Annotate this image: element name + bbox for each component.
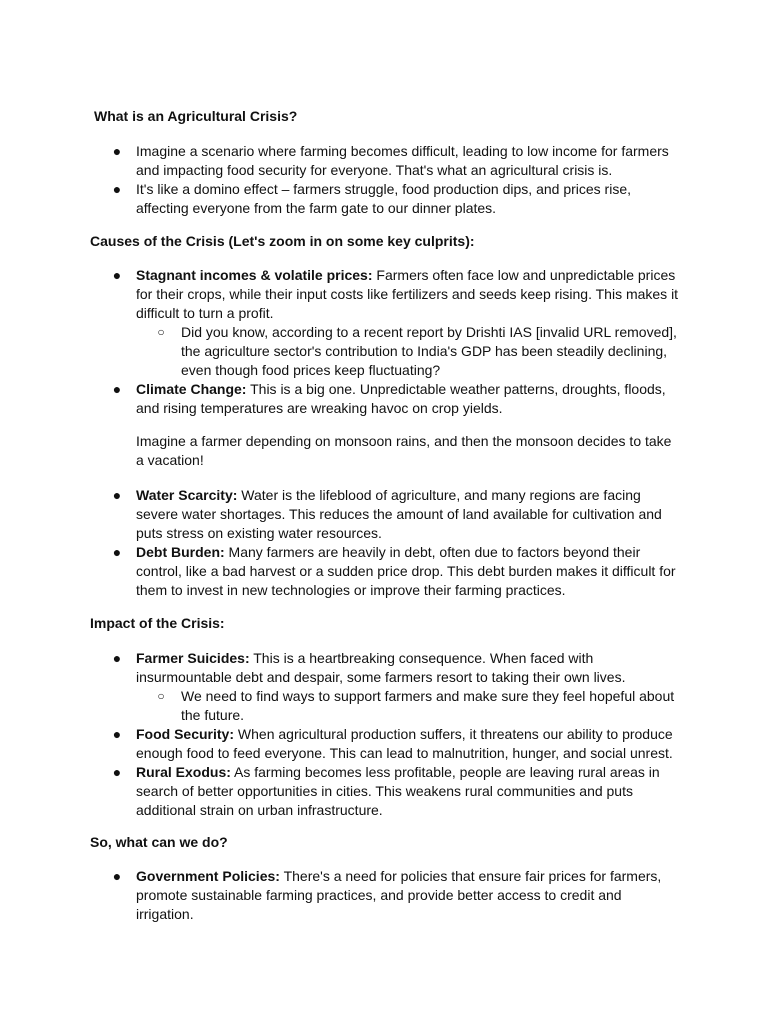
heading-impact: Impact of the Crisis:	[90, 615, 225, 631]
list-item-climate-change	[0, 380, 681, 418]
list-impact	[0, 649, 768, 820]
item-title: Stagnant incomes & volatile prices:	[136, 267, 373, 283]
item-title: Debt Burden:	[136, 544, 225, 560]
list-item-rural-exodus	[0, 763, 681, 820]
item-title: Water Scarcity:	[136, 487, 238, 503]
list-causes-a	[0, 266, 768, 418]
item-text: Water is the lifeblood of agriculture, and many regions are facing severe water shortages. This reduces the amount of land available for cultivation and puts stress on existing water resources.	[136, 487, 662, 541]
item-text: It's like a domino effect – farmers struggle, food production dips, and prices rise, affecting everyone from the farm gate to our dinner plates.	[136, 181, 631, 216]
heading-causes: Causes of the Crisis (Let's zoom in on some key culprits):	[90, 233, 475, 249]
sub-item-text: We need to find ways to support farmers and make sure they feel hopeful about the future.	[181, 688, 675, 723]
list-item-farmer-suicides	[0, 649, 681, 687]
item-title: Government Policies:	[136, 868, 280, 884]
bullet-icon: ●	[112, 544, 122, 560]
list-item-stagnant-incomes	[0, 266, 681, 323]
heading-what-can-we-do: So, what can we do?	[90, 834, 228, 850]
item-text: When agricultural production suffers, it threatens our ability to produce enough food to feed everyone. This can lead to malnutrition, hunger, and social unrest.	[136, 726, 673, 761]
item-text: There's a need for policies that ensure fair prices for farmers, promote sustainable farming practices, and provide better access to credit and irrigation.	[136, 868, 662, 922]
bullet-icon: ●	[112, 143, 122, 159]
list-item-debt-burden	[0, 543, 681, 600]
item-title: Rural Exodus:	[136, 764, 231, 780]
item-text: As farming becomes less profitable, people are leaving rural areas in search of better opportunities in cities. This weakens rural communities and puts additional strain on urban infrastructure.	[136, 764, 660, 818]
bullet-icon: ●	[112, 381, 122, 397]
item-text: Farmers often face low and unpredictable prices for their crops, while their input costs like fertilizers and seeds keep rising. This makes it difficult to turn a profit.	[136, 267, 679, 321]
monsoon-paragraph: Imagine a farmer depending on monsoon rains, and then the monsoon decides to take a vacation!	[136, 433, 672, 468]
item-text: This is a heartbreaking consequence. When faced with insurmountable debt and despair, some farmers resort to taking their own lives.	[136, 650, 626, 685]
bullet-icon: ●	[112, 267, 122, 283]
item-title: Farmer Suicides:	[136, 650, 250, 666]
item-title: Food Security:	[136, 726, 235, 742]
item-text: Many farmers are heavily in debt, often due to factors beyond their control, like a bad harvest or a sudden price drop. This debt burden makes it difficult for them to invest in new technologies or improve their farming practices.	[136, 544, 676, 598]
bullet-icon: ●	[112, 650, 122, 666]
item-title: Climate Change:	[136, 381, 247, 397]
list-item	[0, 180, 681, 218]
bullet-icon: ●	[112, 764, 122, 780]
sub-list-item	[0, 323, 681, 380]
heading-what-is-crisis: What is an Agricultural Crisis?	[94, 108, 298, 124]
item-text: This is a big one. Unpredictable weather patterns, droughts, floods, and rising temperatures are wreaking havoc on crop yields.	[136, 381, 666, 416]
sub-list-item	[0, 687, 681, 725]
bullet-icon: ●	[112, 487, 122, 503]
list-causes-b	[0, 486, 768, 600]
list-what-can-we-do	[0, 867, 768, 924]
list-item-water-scarcity	[0, 486, 681, 543]
circle-bullet-icon: ○	[157, 325, 165, 339]
bullet-icon: ●	[112, 868, 122, 884]
list-item	[0, 142, 681, 180]
bullet-icon: ●	[112, 726, 122, 742]
bullet-icon: ●	[112, 181, 122, 197]
circle-bullet-icon: ○	[157, 689, 165, 703]
list-item-government-policies	[0, 867, 681, 924]
list-item-food-security	[0, 725, 681, 763]
item-text: Imagine a scenario where farming becomes difficult, leading to low income for farmers and impacting food security for everyone. That's what an agricultural crisis is.	[136, 143, 669, 178]
list-what-is-crisis	[0, 142, 768, 218]
sub-item-text: Did you know, according to a recent report by Drishti IAS [invalid URL removed], the agriculture sector's contribution to India's GDP has been steadily declining, even though food prices keep fluctuating?	[181, 324, 677, 378]
